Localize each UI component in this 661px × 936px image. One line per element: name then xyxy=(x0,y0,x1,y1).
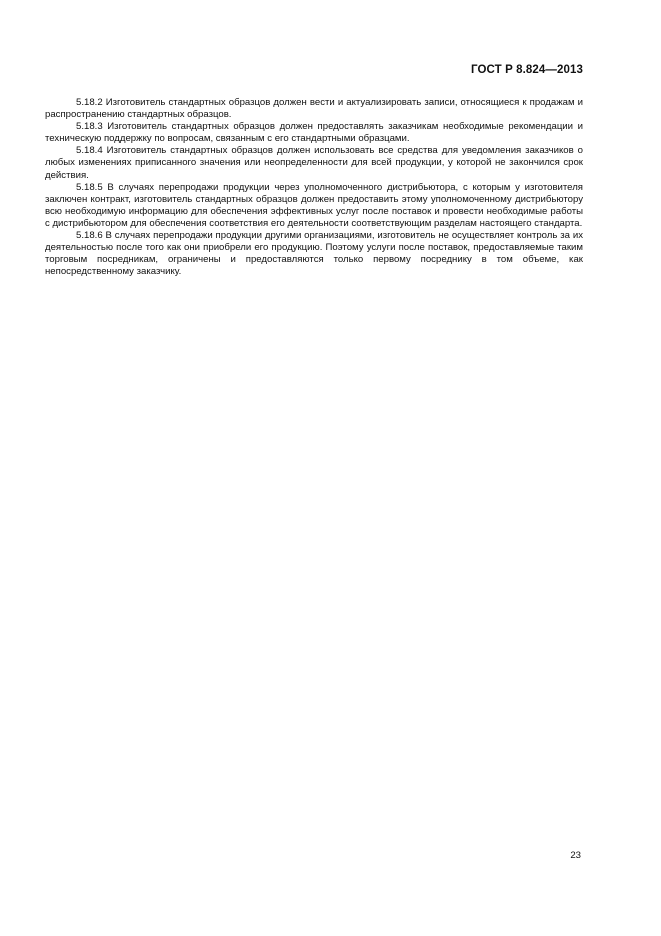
paragraph-5-18-5: 5.18.5 В случаях перепродажи продукции через уполномоченного дистрибьютора, с которым у изготовителя заключен контракт, изготовитель стандартных образцов должен предоставить этому уполномоченному дистрибьютору всю необходимую информацию для обеспечения эффективных услуг после поставок и провести необходимые работы с дистрибьютором для обеспечения соответствия его деятельности соответствующим разделам настоящего стандарта. xyxy=(45,181,583,229)
document-body xyxy=(45,97,583,278)
paragraph-5-18-3: 5.18.3 Изготовитель стандартных образцов должен предоставлять заказчикам необходимые рекомендации и техническую поддержку по вопросам, связанным с его стандартными образцами. xyxy=(45,121,583,145)
paragraph-5-18-6: 5.18.6 В случаях перепродажи продукции другими организациями, изготовитель не осуществляет контроль за их деятельностью после того как они приобрели его продукцию. Поэтому услуги после поставок, предоставляемые таким торговым посредникам, ограничены и предоставляются только первому посреднику в том объеме, как непосредственному заказчику. xyxy=(45,230,583,278)
page-number: 23 xyxy=(570,850,581,861)
paragraph-5-18-2: 5.18.2 Изготовитель стандартных образцов должен вести и актуализировать записи, относящиеся к продажам и распространению стандартных образцов. xyxy=(45,97,583,121)
paragraph-5-18-4: 5.18.4 Изготовитель стандартных образцов должен использовать все средства для уведомления заказчиков о любых изменениях приписанного значения или неопределенности для всей продукции, у которой не закончился срок действия. xyxy=(45,145,583,181)
document-code: ГОСТ Р 8.824—2013 xyxy=(471,64,583,76)
